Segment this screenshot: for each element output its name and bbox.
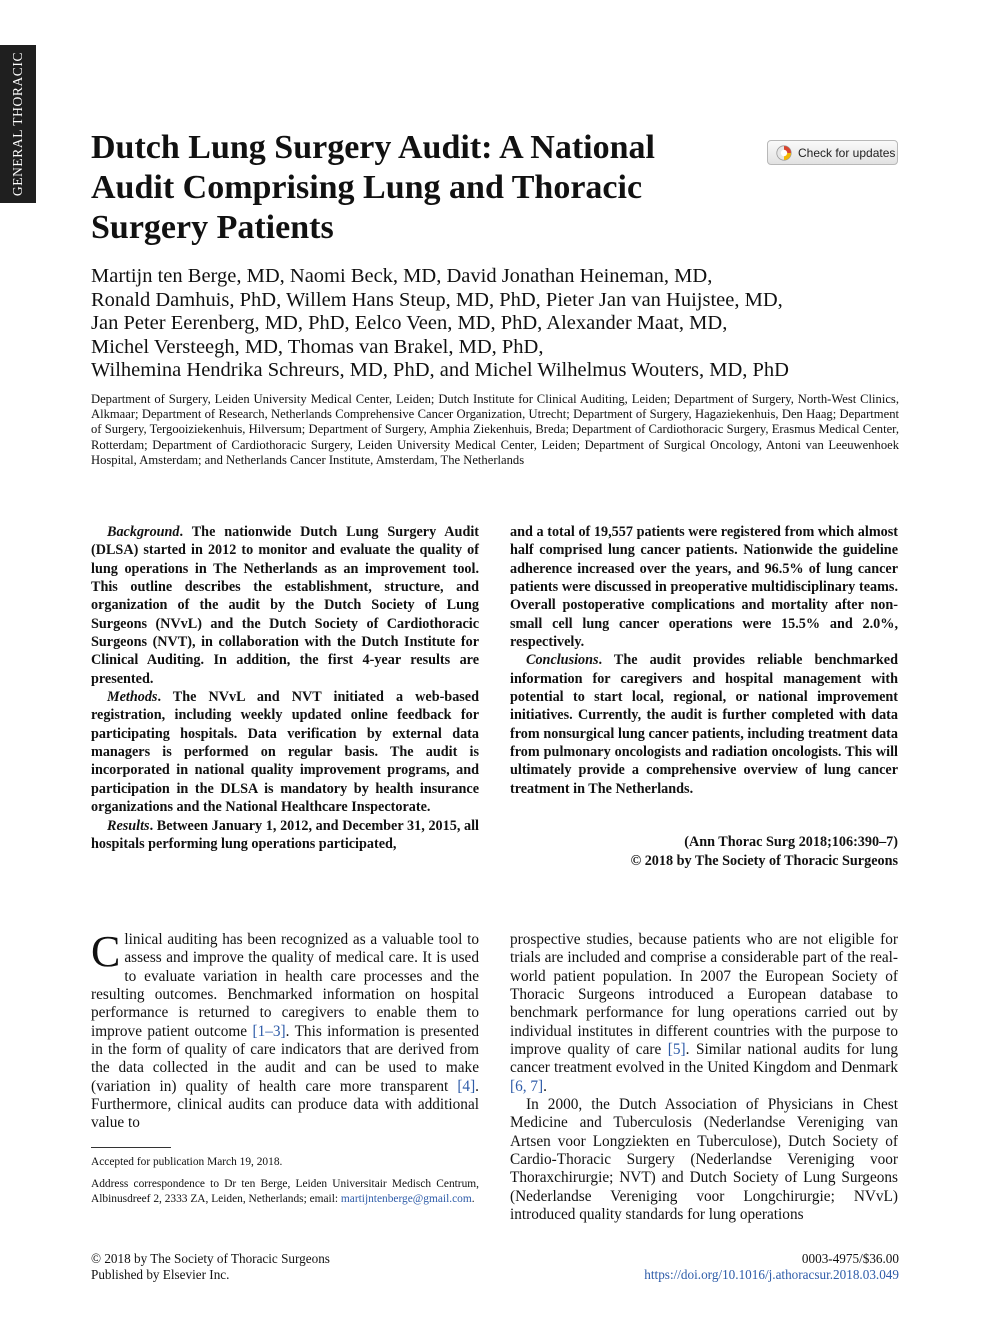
correspondence-text: Address correspondence to Dr ten Berge, Leiden Universitair Medisch Centrum, Albinusdreef 2, 2333 ZA, Leiden, Netherlands; email:: [91, 1177, 479, 1205]
abstract-left-column: [91, 523, 479, 853]
conclusions-text: . The audit provides reliable benchmarked information for caregivers and hospital management with potential to start local, regional, or national improvement initiatives. Currently, the audit is further completed with data from nonsurgical lung cancer patients, including treatment data from pulmonary oncologists and radiation oncologists. This will ultimately provide a comprehensive overview of lung cancer treatment in The Netherlands.: [510, 652, 898, 797]
body-left-column: [91, 927, 480, 1133]
conclusions-label: Conclusions: [526, 652, 599, 669]
footnote-divider: [91, 1147, 171, 1148]
footer-copyright: © 2018 by The Society of Thoracic Surgeons: [91, 1251, 330, 1266]
footer-right: [644, 1251, 899, 1282]
check-for-updates-label: Check for updates: [798, 145, 896, 160]
abstract-results-continued: and a total of 19,557 patients were registered from which almost half comprised lung cancer patients. Nationwide the guideline adherence increased over the years, and 96.5% of lung cancer patients were discussed in preoperative multidisciplinary teams. Overall postoperative complications and mortality after non-small cell lung cancer operations were 15.5% and 2.0%, respectively.: [510, 524, 898, 651]
author-line: Jan Peter Eerenberg, MD, PhD, Eelco Veen, MD, PhD, Alexander Maat, MD,: [91, 312, 728, 334]
drop-cap: C: [91, 927, 121, 976]
intro-text-c: . Furthermore, clinical audits can produce data with additional value to: [91, 1077, 479, 1132]
intro-text-a: linical auditing has been recognized as a valuable tool to assess and improve the quality of medical care. It is used to evaluate variation in health care processes and the resulting outcomes. Benchmarked information on hospital performance is returned to caregivers to enable them to improve patient outcome: [91, 931, 479, 1040]
footnotes: [91, 1155, 479, 1213]
section-tab: [0, 45, 36, 203]
reference-link[interactable]: [5]: [667, 1041, 686, 1059]
intro-paragraph-continued: [510, 931, 898, 1096]
citation-block: [510, 833, 898, 871]
email-link[interactable]: martijntenberge@gmail.com: [340, 1192, 472, 1205]
footer-issn: 0003-4975/$36.00: [801, 1251, 899, 1266]
footer-publisher: Published by Elsevier Inc.: [91, 1266, 230, 1282]
abstract-results: [91, 817, 479, 854]
correspondence-end: .: [471, 1192, 475, 1205]
check-for-updates-button[interactable]: [767, 140, 898, 165]
reference-link[interactable]: [6, 7]: [510, 1077, 544, 1095]
abstract-copyright: © 2018 by The Society of Thoracic Surgeons: [630, 853, 898, 869]
reference-link[interactable]: [1–3]: [252, 1022, 286, 1040]
history-paragraph: In 2000, the Dutch Association of Physicians in Chest Medicine and Tuberculosis (Nederlandse Vereniging van Artsen voor Longziekten en Tuberculose), Dutch Society of Cardio-Thoracic Surgery (Nederlandse Vereniging voor Thoraxchirurgie; NVT) and Dutch Society of Lung Surgeons (Nederlandse Vereniging voor Longchirurgie; NVvL) introduced quality standards for lung operations: [510, 1096, 898, 1224]
article-title: Dutch Lung Surgery Audit: A National Audit Comprising Lung and Thoracic Surgery Patients: [91, 129, 655, 246]
abstract-right-column: [510, 523, 898, 798]
methods-text: . The NVvL and NVT initiated a web-based registration, including weekly updated online feedback for participating hospitals. Data verification by external data managers is performed on regular basis. The audit is incorporated in national quality improvement programs, and participation in the DLSA is mandatory by health insurance organizations and the National Healthcare Inspectorate.: [91, 689, 479, 816]
background-label: Background: [107, 524, 180, 540]
author-line: Ronald Damhuis, PhD, Willem Hans Steup, MD, PhD, Pieter Jan van Huijstee, MD,: [91, 288, 783, 311]
results-label: Results: [107, 817, 150, 834]
body-right-column: [510, 931, 898, 1225]
footer-left: [91, 1251, 330, 1282]
results-text: . Between January 1, 2012, and December 31, 2015, all hospitals performing lung operations participated,: [91, 817, 479, 852]
background-text: . The nationwide Dutch Lung Surgery Audit (DLSA) started in 2012 to monitor and evaluate the quality of lung operations in The Netherlands as an improvement tool. This outline describes the establishment, structure, and organization of the audit by the Dutch Society of Lung Surgeons (NVvL) and the Dutch Society of Cardiothoracic Surgeons (NVT), in collaboration with the Dutch Institute for Clinical Auditing. In addition, the first 4-year results are presented.: [91, 524, 479, 687]
check-updates-icon: [776, 145, 792, 161]
methods-label: Methods: [107, 689, 158, 706]
intro-text-b: . This information is presented in the form of quality of care indicators that are derived from the data collected in the audit and can be used to make (variation in) quality of health care more transparent: [91, 1022, 480, 1095]
journal-citation: (Ann Thorac Surg 2018;106:390–7): [684, 834, 898, 850]
abstract-conclusions: [510, 651, 898, 798]
author-line: Martijn ten Berge, MD, Naomi Beck, MD, David Jonathan Heineman, MD,: [91, 265, 713, 287]
author-line: Michel Versteegh, MD, Thomas van Brakel, MD, PhD,: [91, 335, 544, 358]
abstract-methods: [91, 688, 479, 816]
intro-paragraph: [91, 927, 480, 1133]
correspondence-note: [91, 1177, 479, 1207]
author-list: [91, 265, 901, 383]
affiliations: Department of Surgery, Leiden University Medical Center, Leiden; Dutch Institute for Clinical Auditing, Leiden; Department of Surgery, North-West Clinics, Alkmaar; Department of Research, Netherlands Comprehensive Cancer Organization, Utrecht; Department of Surgery, Hagaziekenhuis, Den Haag; Department of Surgery, Tergooiziekenhuis, Hilversum; Department of Surgery, Amphia Ziekenhuis, Breda; Department of Cardiothoracic Surgery, Erasmus Medical Center, Rotterdam; Department of Cardiothoracic Surgery, Leiden University Medical Center, Leiden; Department of Surgical Oncology, Antoni van Leeuwenhoek Hospital, Amsterdam; and Netherlands Cancer Institute, Amsterdam, The Netherlands: [91, 392, 899, 467]
p2-text-b: . Similar national audits for lung cancer treatment evolved in the United Kingdom and Denmark: [510, 1041, 898, 1077]
author-line: Wilhemina Hendrika Schreurs, MD, PhD, and Michel Wilhelmus Wouters, MD, PhD: [91, 359, 789, 381]
reference-link[interactable]: [4]: [457, 1077, 476, 1095]
abstract-background: [91, 523, 479, 688]
accepted-note: Accepted for publication March 19, 2018.: [91, 1156, 283, 1168]
section-tab-label: GENERAL THORACIC: [10, 51, 25, 197]
doi-link[interactable]: https://doi.org/10.1016/j.athoracsur.2018.03.049: [644, 1266, 899, 1282]
p2-text-c: .: [543, 1077, 547, 1095]
p2-text-a: prospective studies, because patients who are not eligible for trials are included and comprise a considerable part of the real-world patient population. In 2007 the European Society of Thoracic Surgeons introduced a European database to benchmark performance for lung operations carried out by individual institutes in different countries with the purpose to improve quality of care: [510, 931, 898, 1059]
